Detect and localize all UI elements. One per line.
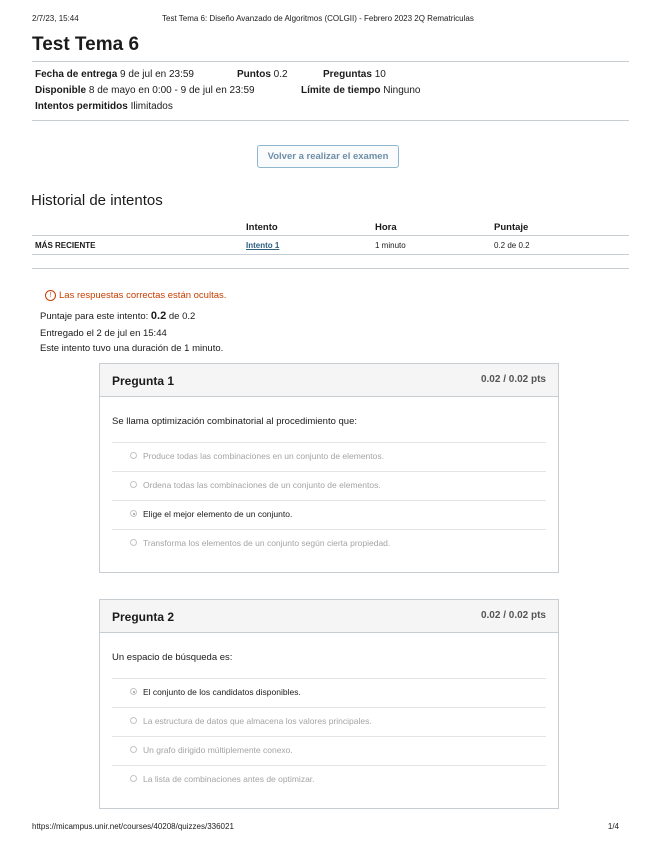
column-header-score: Puntaje (494, 222, 529, 233)
question-header (100, 364, 558, 397)
answer-text: Elige el mejor elemento de un conjunto. (143, 509, 293, 519)
radio-button (130, 481, 137, 488)
radio-button (130, 539, 137, 546)
submitted-text: Entregado el 2 de jul en 15:44 (40, 328, 167, 339)
column-header-attempt: Intento (246, 222, 278, 233)
available-detail (35, 85, 255, 96)
time-limit-value: Ninguno (383, 85, 421, 96)
attempt-link[interactable]: Intento 1 (246, 241, 280, 250)
answer-option (112, 529, 546, 559)
retake-quiz-button[interactable]: Volver a realizar el examen (257, 145, 399, 168)
answer-option (112, 765, 546, 795)
questions-detail (323, 69, 386, 80)
print-header (32, 14, 619, 23)
attempts-label: Intentos permitidos (35, 101, 128, 112)
answer-text: Un grafo dirigido múltiplemente conexo. (143, 745, 293, 755)
due-value: 9 de jul en 23:59 (120, 69, 194, 80)
print-footer (32, 822, 619, 831)
divider (32, 61, 629, 62)
question-points: 0.02 / 0.02 pts (480, 610, 546, 621)
answer-option (112, 442, 546, 472)
question-title: Pregunta 2 (112, 610, 175, 624)
history-heading: Historial de intentos (31, 192, 163, 209)
notice-text: Las respuestas correctas están ocultas. (59, 290, 227, 302)
question-card (99, 599, 559, 809)
answer-option-selected (112, 500, 546, 530)
radio-button-selected (130, 688, 137, 695)
points-value: 0.2 (273, 69, 288, 80)
points-detail (237, 69, 288, 80)
attempts-value: Ilimitados (130, 101, 173, 112)
radio-button (130, 746, 137, 753)
score-suffix: de 0.2 (168, 311, 196, 322)
time-limit-label: Límite de tiempo (301, 85, 381, 96)
time-limit-detail (301, 85, 421, 96)
page-number: 1/4 (607, 822, 619, 831)
attempt-score: 0.2 de 0.2 (494, 241, 530, 250)
answer-option-selected (112, 678, 546, 708)
answer-text: Produce todas las combinaciones en un conjunto de elementos. (143, 451, 384, 461)
most-recent-label: MÁS RECIENTE (35, 241, 96, 250)
question-card (99, 363, 559, 573)
quiz-details-row-1 (35, 69, 194, 80)
attempts-detail (35, 101, 173, 112)
answer-text: La estructura de datos que almacena los valores principales. (143, 716, 372, 726)
radio-button (130, 717, 137, 724)
question-title: Pregunta 1 (112, 374, 175, 388)
warning-icon: ! (45, 290, 56, 301)
duration-text: Este intento tuvo una duración de 1 minuto. (40, 343, 224, 354)
question-points: 0.02 / 0.02 pts (480, 374, 546, 385)
questions-value: 10 (374, 69, 386, 80)
question-text: Se llama optimización combinatorial al procedimiento que: (112, 416, 358, 427)
divider (32, 254, 629, 255)
available-label: Disponible (35, 85, 87, 96)
divider (32, 120, 629, 121)
attempt-time: 1 minuto (375, 241, 406, 250)
radio-button (130, 452, 137, 459)
answer-text: Transforma los elementos de un conjunto según cierta propiedad. (143, 538, 391, 548)
due-label: Fecha de entrega (35, 69, 118, 80)
radio-button-selected (130, 510, 137, 517)
answer-option (112, 471, 546, 501)
answer-option (112, 707, 546, 737)
available-value: 8 de mayo en 0:00 - 9 de jul en 23:59 (88, 85, 255, 96)
divider (32, 235, 629, 236)
questions-label: Preguntas (323, 69, 372, 80)
page-url: https://micampus.unir.net/courses/40208/quizzes/336021 (32, 822, 234, 831)
divider (32, 268, 629, 269)
print-datetime: 2/7/23, 15:44 (32, 14, 79, 23)
print-document-title: Test Tema 6: Diseño Avanzado de Algoritmos (COLGII) - Febrero 2023 2Q Rematriculas (162, 14, 474, 23)
points-label: Puntos (237, 69, 271, 80)
attempt-score-summary (40, 310, 195, 322)
quiz-title: Test Tema 6 (32, 34, 140, 55)
answer-text: La lista de combinaciones antes de optimizar. (143, 774, 315, 784)
question-header (100, 600, 558, 633)
question-text: Un espacio de búsqueda es: (112, 652, 233, 663)
answer-text: Ordena todas las combinaciones de un conjunto de elementos. (143, 480, 381, 490)
answer-text: El conjunto de los candidatos disponibles. (143, 687, 301, 697)
answers-hidden-notice (45, 290, 226, 301)
column-header-time: Hora (375, 222, 397, 233)
score-label: Puntaje para este intento: (40, 311, 149, 322)
score-value: 0.2 (150, 310, 167, 322)
answer-option (112, 736, 546, 766)
radio-button (130, 775, 137, 782)
